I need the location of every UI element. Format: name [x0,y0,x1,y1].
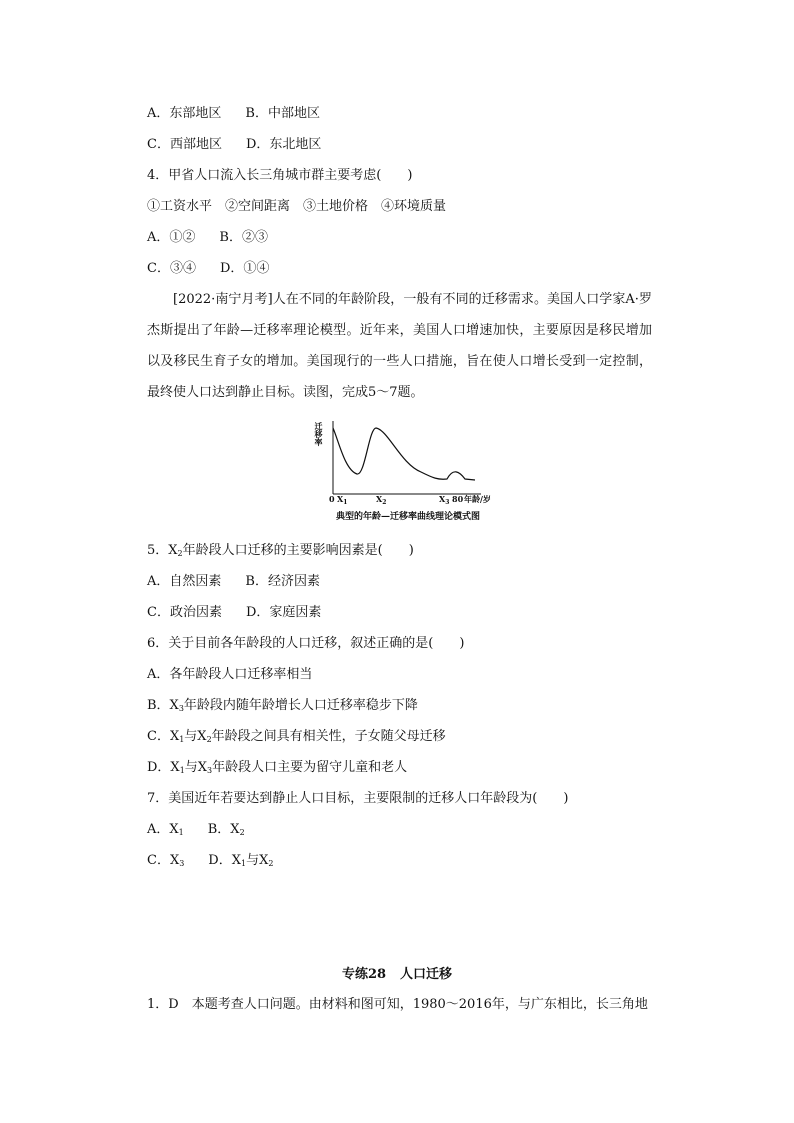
q7-a-sub: 1 [178,828,184,837]
q6-d-sub2: 3 [207,766,213,775]
tick-x1-sub: 1 [343,499,348,506]
q4-options-row-1 [147,229,268,247]
q5-stem-pre: 5．X [147,543,178,558]
q3-option-b: B．中部地区 [245,106,320,121]
q4-factors: ①工资水平 ②空间距离 ③土地价格 ④环境质量 [147,199,447,214]
q4-stem: 4．甲省人口流入长三角城市群主要考虑( ) [147,168,413,183]
age-migration-chart [313,418,503,508]
q5-stem-post: 年龄段人口迁移的主要影响因素是( ) [182,543,414,558]
q4-options-row-2 [147,260,269,278]
tick-label-x3 [439,494,449,506]
q6-option-a: A．各年龄段人口迁移率相当 [147,667,313,682]
q7-d-pre: D．X [208,853,241,868]
tick-x2-letter: X [376,494,383,504]
q5-options-row-1 [147,573,320,591]
tick-x2-sub: 2 [382,499,387,506]
q4-option-a: A．①② [147,230,196,245]
answer-1-text: 1．D 本题考查人口问题。由材料和图可知，1980～2016年，与广东相比，长三角地 [147,997,648,1012]
q7-d-mid: 与X [246,853,269,868]
q7-d-sub2: 2 [268,859,274,868]
tick-x3-letter: X [439,494,446,504]
age-migration-figure [313,418,503,522]
tick-x3-sub: 3 [445,499,450,506]
q3-option-a: A．东部地区 [147,106,222,121]
q4-option-c: C．③④ [147,261,196,276]
q6-b-sub: 3 [178,704,184,713]
y-axis-label: 迁移率 [314,422,324,446]
q6-option-b [147,697,418,718]
q6-c-sub1: 1 [179,735,185,744]
passage [147,284,652,408]
q7-c-sub: 3 [179,859,185,868]
q6-d-pre: D．X [147,760,180,775]
x-axis-label: 年龄/岁 [464,494,491,504]
q7-option-b [208,822,245,837]
tick-x1-letter: X [337,494,344,504]
q5-stem-sub: 2 [177,549,183,558]
q4-option-d: D．①④ [219,261,270,276]
q3-options-row-2 [147,136,321,154]
q7-options-row-1 [147,821,245,842]
answer-section-heading [0,963,794,982]
answer-section-title: 专练28 [341,967,387,982]
q5-option-c: C．政治因素 [147,605,222,620]
tick-label-80: 80 [452,494,464,504]
q6-d-sub1: 1 [179,766,185,775]
tick-label-x2 [376,494,386,506]
q6-stem: 6．关于目前各年龄段的人口迁移，叙述正确的是( ) [147,636,465,651]
q5-option-d: D．家庭因素 [245,605,322,620]
q6-b-pre: B．X [147,698,179,713]
tick-label-x1 [337,494,347,506]
figure-caption: 典型的年龄—迁移率曲线理论模式图 [335,512,480,522]
q7-option-c [147,853,184,868]
answer-section-subtitle: 人口迁移 [400,967,453,982]
q5-stem [147,542,414,563]
q3-options-row-1 [147,105,320,123]
q3-option-c: C．西部地区 [147,137,222,152]
q6-c-mid: 与X [184,729,207,744]
q6-c-pre: C．X [147,729,180,744]
q5-options-row-2 [147,604,321,622]
q6-option-d [147,759,407,780]
q7-d-sub1: 1 [240,859,247,868]
origin-label: 0 [329,494,335,504]
q5-option-a: A．自然因素 [147,574,222,589]
q6-d-post: 年龄段人口主要为留守儿童和老人 [212,760,408,775]
passage-text: [2022·南宁月考]人在不同的年龄阶段，一般有不同的迁移需求。美国人口学家A·罗杰斯提出了年龄—迁移率理论模型。近年来，美国人口增速加快，主要原因是移民增加以及移民生育子女的增加。美国现行的一些人口措施，旨在使人口增长受到一定控制，最终使人口达到静止目标。读图，完成5～7题。 [147,292,652,400]
q7-a-pre: A．X [147,822,179,837]
q6-c-post: 年龄段之间具有相关性，子女随父母迁移 [211,729,446,744]
q7-options-row-2 [147,852,273,873]
q3-option-d: D．东北地区 [245,137,322,152]
q7-stem: 7．美国近年若要达到静止人口目标，主要限制的迁移人口年龄段为( ) [147,791,569,806]
q7-option-d [208,853,273,868]
q7-option-a [147,822,184,837]
q7-b-sub: 2 [239,828,245,837]
q7-b-pre: B．X [207,822,240,837]
q6-option-c [147,728,446,749]
q6-b-post: 年龄段内随年龄增长人口迁移率稳步下降 [183,698,418,713]
q7-c-pre: C．X [147,853,180,868]
q5-option-b: B．经济因素 [245,574,320,589]
migration-rate-curve [333,428,475,480]
q6-d-mid: 与X [184,760,208,775]
q6-c-sub2: 2 [206,735,212,744]
q4-option-b: B．②③ [219,230,268,245]
